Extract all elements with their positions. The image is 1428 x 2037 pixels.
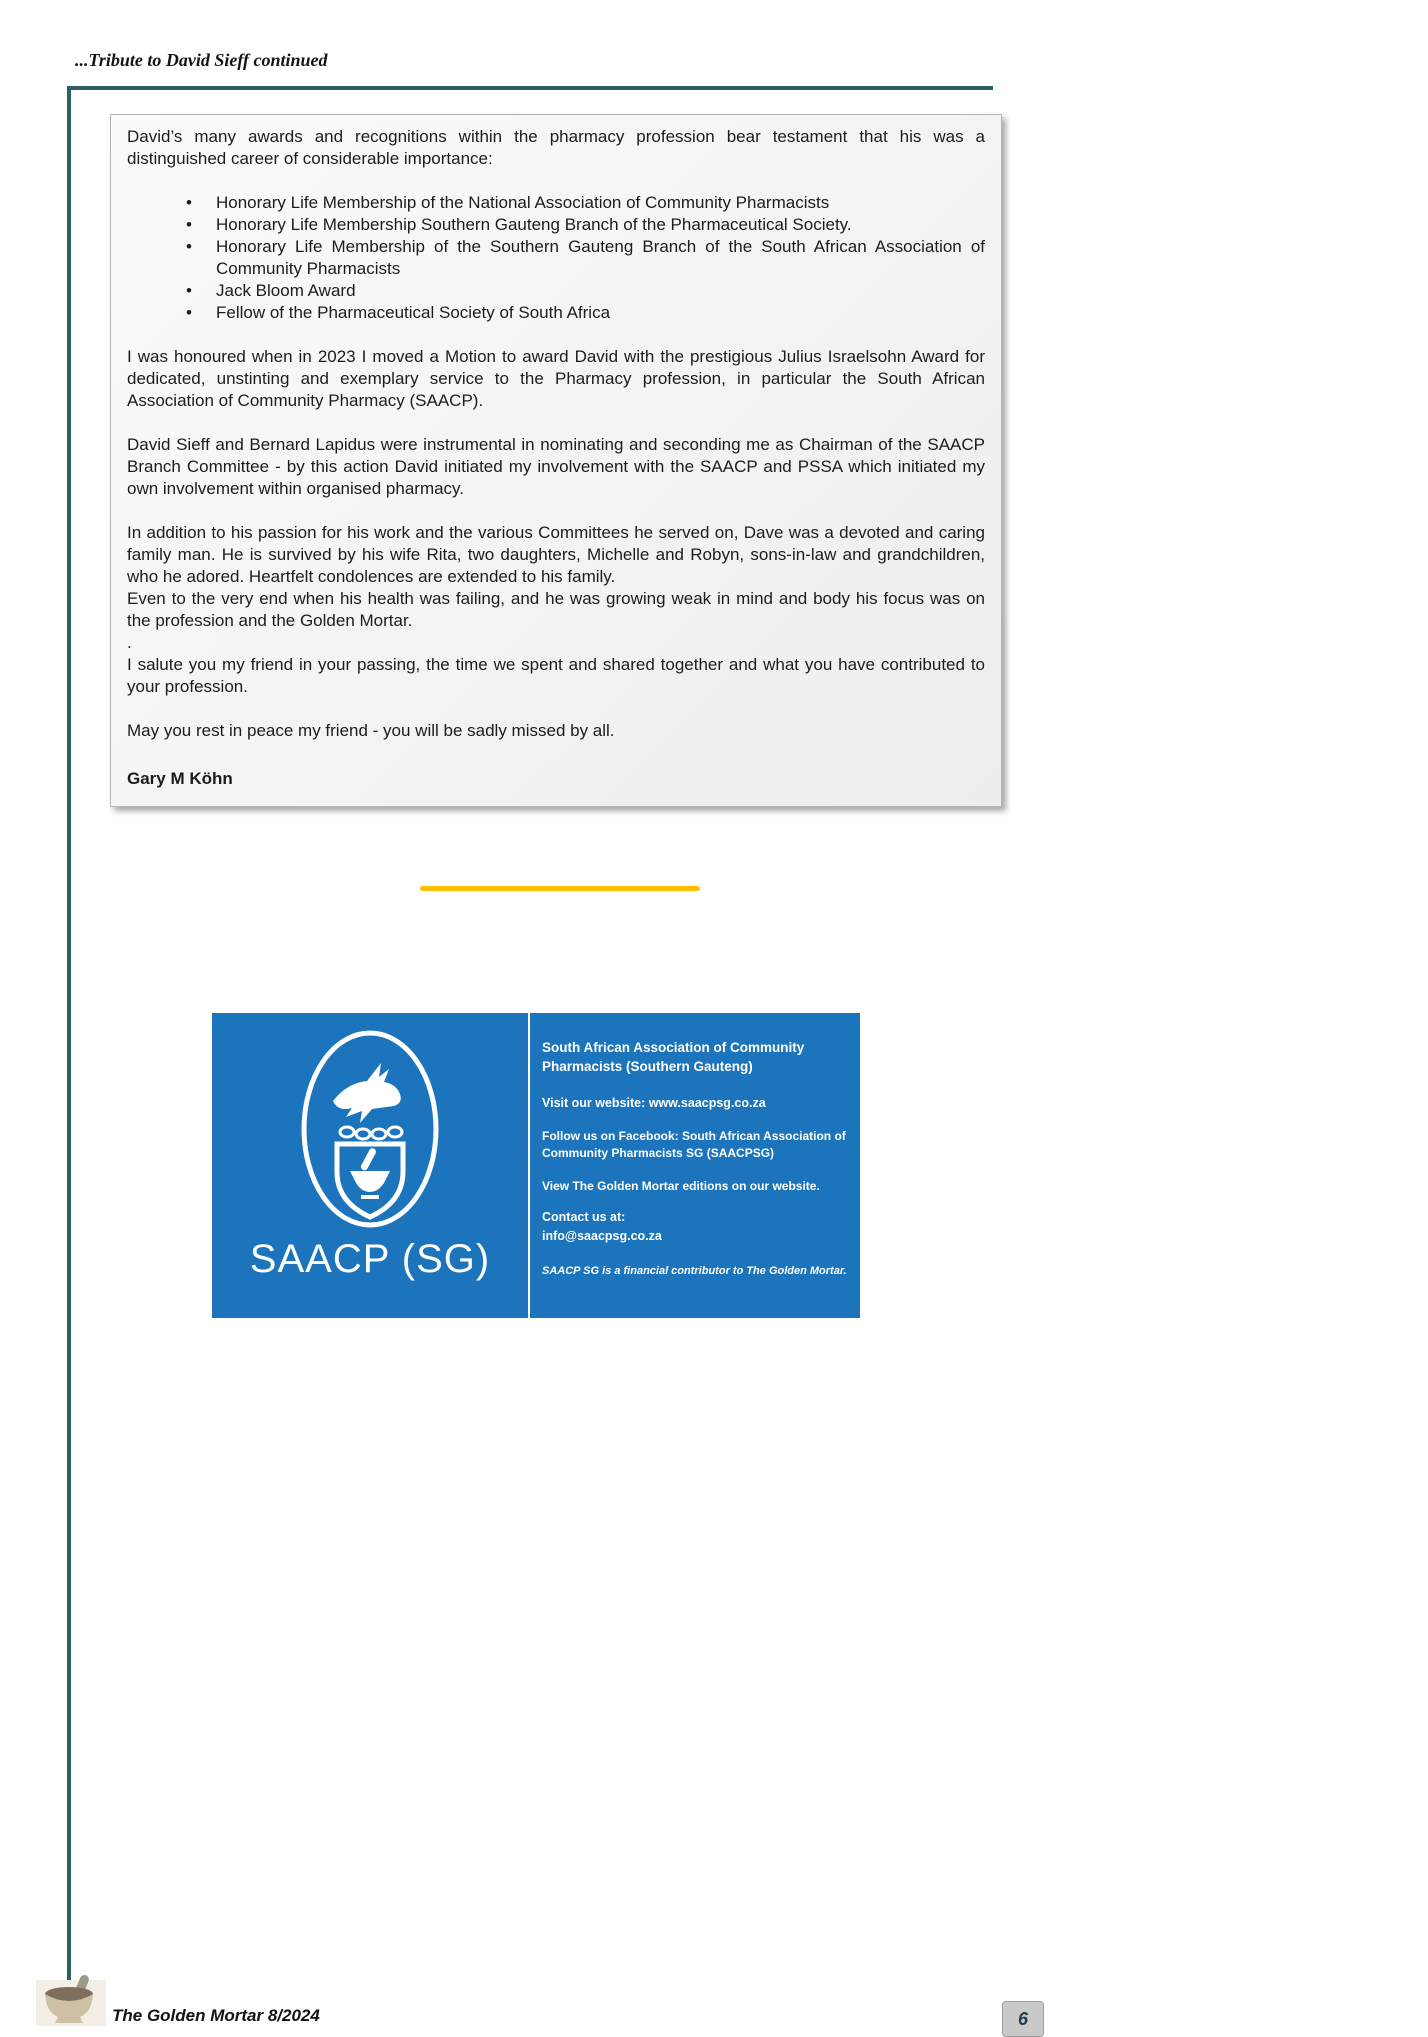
award-item: • Honorary Life Membership of the National Association of Community Pharmacists <box>216 192 985 214</box>
tribute-paragraph: I salute you my friend in your passing, the time we spent and shared together and what you have contributed to your profession. <box>127 655 985 696</box>
banner-website-link[interactable]: Visit our website: www.saacpsg.co.za <box>542 1095 766 1110</box>
mortar-pestle-icon <box>36 1974 106 2026</box>
banner-text-area <box>542 1039 848 1279</box>
page-header: ...Tribute to David Sieff continued <box>75 50 328 70</box>
signature: Gary M Köhn <box>127 769 233 788</box>
tribute-paragraph: Even to the very end when his health was failing, and he was growing weak in mind and body his focus was on the profession and the Golden Mortar. <box>127 589 985 630</box>
awards-list <box>127 192 985 324</box>
banner-footnote: SAACP SG is a financial contributor to The Golden Mortar. <box>542 1264 847 1277</box>
top-border-rule <box>67 86 993 90</box>
tribute-paragraph: . <box>127 633 132 652</box>
award-item: • Honorary Life Membership of the Southern Gauteng Branch of the South African Association of Community Pharmacists <box>216 236 985 280</box>
banner-editions-line: View The Golden Mortar editions on our website. <box>542 1178 820 1193</box>
award-item: • Honorary Life Membership Southern Gauteng Branch of the Pharmaceutical Society. <box>216 214 985 236</box>
banner-contact-label: Contact us at: <box>542 1209 626 1224</box>
banner-title: South African Association of Community Pharmacists (Southern Gauteng) <box>542 1040 805 1074</box>
footer-title: The Golden Mortar 8/2024 <box>112 2006 320 2025</box>
tribute-paragraph: May you rest in peace my friend - you will be sadly missed by all. <box>127 721 615 740</box>
banner-email-link[interactable]: info@saacpsg.co.za <box>542 1229 662 1244</box>
tribute-intro: David’s many awards and recognitions within the pharmacy profession bear testament that his was a distinguished career of considerable importance: <box>127 127 985 168</box>
tribute-paragraph: In addition to his passion for his work and the various Committees he served on, Dave was a devoted and caring family man. He is survived by his wife Rita, two daughters, Michelle and Robyn, sons-in-law and grandchildren, who he adored. Heartfelt condolences are extended to his family. <box>127 523 985 586</box>
saacp-logo-text: SAACP (SG) <box>249 1237 491 1281</box>
page-number: 6 <box>1017 2008 1028 2029</box>
tribute-paragraph: I was honoured when in 2023 I moved a Motion to award David with the prestigious Julius Israelsohn Award for dedicated, unstinting and exemplary service to the Pharmacy profession, in particular the South African Association of Community Pharmacy (SAACP). <box>127 347 985 410</box>
award-item: • Jack Bloom Award <box>216 280 985 302</box>
page-number-badge <box>1002 2001 1044 2037</box>
tribute-textbox <box>110 114 1002 807</box>
banner-logo-area <box>212 1013 528 1318</box>
left-border-rule <box>67 86 71 1982</box>
saacp-springbok-logo-icon <box>295 1029 445 1229</box>
gold-divider-rule <box>420 886 700 891</box>
banner-divider-line <box>528 1013 530 1318</box>
banner-facebook-line: Follow us on Facebook: South African Association of Community Pharmacists SG (SAACPSG) <box>542 1129 846 1161</box>
award-item: • Fellow of the Pharmaceutical Society of South Africa <box>216 302 985 324</box>
saacp-banner <box>212 1013 860 1318</box>
tribute-paragraph: David Sieff and Bernard Lapidus were instrumental in nominating and seconding me as Chairman of the SAACP Branch Committee - by this action David initiated my involvement with the SAACP and PSSA which initiated my own involvement within organised pharmacy. <box>127 435 985 498</box>
